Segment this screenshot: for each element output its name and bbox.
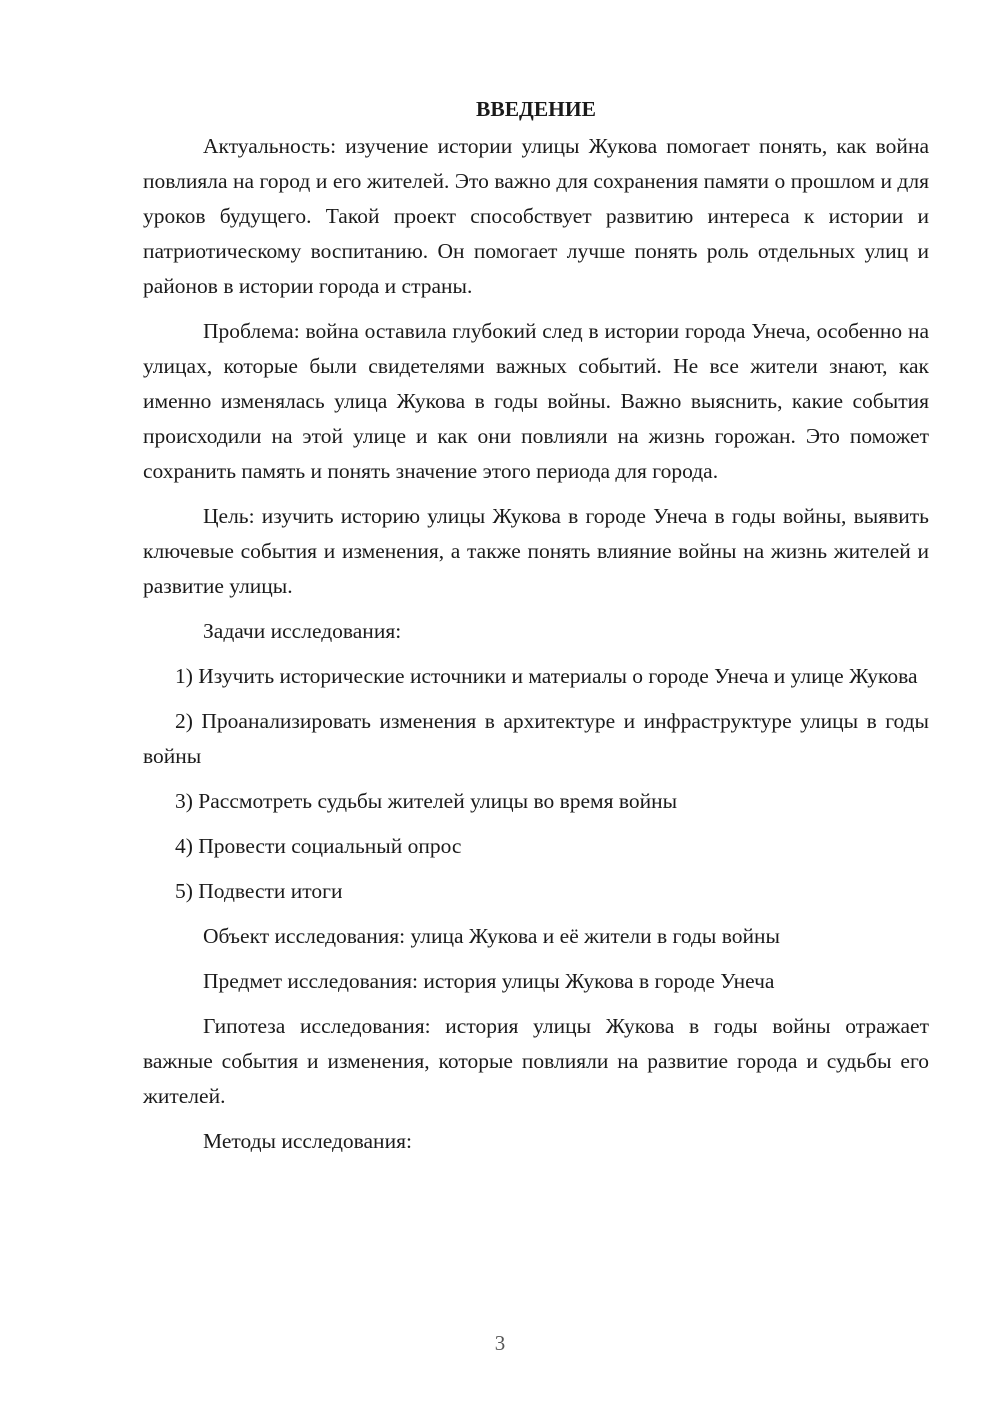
task-item-4: 4) Провести социальный опрос xyxy=(175,834,462,858)
paragraph-goal: Цель: изучить историю улицы Жукова в городе Унеча в годы войны, выявить ключевые события и изменения, а также понять влияние войны на жизнь жителей и развитие улицы. xyxy=(143,504,929,598)
section-title: ВВЕДЕНИЕ xyxy=(476,97,596,121)
document-page xyxy=(143,92,929,1169)
task-item-2: 2) Проанализировать изменения в архитектуре и инфраструктуре улицы в годы войны xyxy=(143,709,929,768)
task-item-3: 3) Рассмотреть судьбы жителей улицы во время войны xyxy=(175,789,678,813)
paragraph-relevance: Актуальность: изучение истории улицы Жукова помогает понять, как война повлияла на город и его жителей. Это важно для сохранения памяти о прошлом и для уроков будущего. Такой проект способствует развитию интереса к истории и патриотическому воспитанию. Он помогает лучше понять роль отдельных улиц и районов в истории города и страны. xyxy=(143,134,929,298)
page-number: 3 xyxy=(494,1331,506,1355)
paragraph-subject: Предмет исследования: история улицы Жукова в городе Унеча xyxy=(203,969,775,993)
task-item-1: 1) Изучить исторические источники и материалы о городе Унеча и улице Жукова xyxy=(175,664,918,688)
paragraph-object: Объект исследования: улица Жукова и её жители в годы войны xyxy=(203,924,780,948)
paragraph-methods-heading: Методы исследования: xyxy=(203,1129,412,1153)
paragraph-hypothesis: Гипотеза исследования: история улицы Жукова в годы войны отражает важные события и изменения, которые повлияли на развитие города и судьбы его жителей. xyxy=(143,1014,929,1108)
paragraph-problem: Проблема: война оставила глубокий след в истории города Унеча, особенно на улицах, которые были свидетелями важных событий. Не все жители знают, как именно изменялась улица Жукова в годы войны. Важно выяснить, какие события происходили на этой улице и как они повлияли на жизнь горожан. Это поможет сохранить память и понять значение этого периода для города. xyxy=(143,319,929,483)
task-item-5: 5) Подвести итоги xyxy=(175,879,343,903)
paragraph-tasks-heading: Задачи исследования: xyxy=(203,619,402,643)
